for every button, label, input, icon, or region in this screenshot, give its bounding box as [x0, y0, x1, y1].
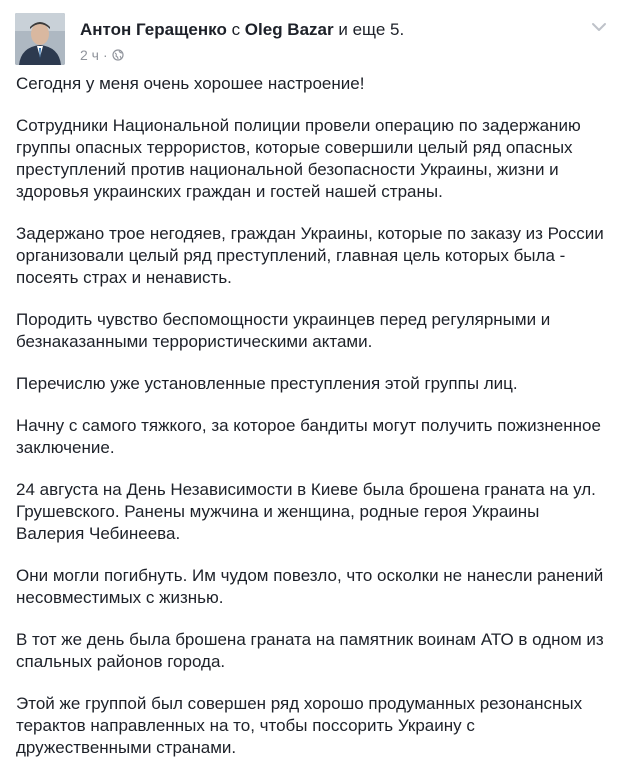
paragraph: Перечислю уже установленные преступления этой группы лиц. [16, 374, 518, 393]
paragraph: Сегодня у меня очень хорошее настроение! [16, 74, 365, 93]
paragraph: В тот же день была брошена граната на памятник воинам АТО в одном из спальных районов города. [16, 630, 604, 671]
paragraph: Породить чувство беспомощности украинцев перед регулярными и безнаказанными террористическими актами. [16, 310, 551, 351]
chevron-down-icon[interactable] [590, 20, 608, 34]
post-meta [80, 46, 124, 64]
paragraph: Этой же группой был совершен ряд хорошо продуманных резонансных терактов направленных на то, чтобы поссорить Украину с дружественными странами. [16, 694, 583, 757]
with-word: с [231, 20, 241, 39]
paragraph: Они могли погибнуть. Им чудом повезло, что осколки не нанесли ранений несовместимых с жизнью. [16, 566, 604, 607]
tagged-person[interactable]: Oleg Bazar [244, 20, 334, 39]
timestamp[interactable]: 2 ч [80, 47, 99, 63]
paragraph: Задержано трое негодяев, граждан Украины, которые по заказу из России организовали целый ряд преступлений, главная цель которых была - посеять страх и ненависть. [16, 224, 604, 287]
others-link[interactable]: и еще 5. [338, 20, 405, 39]
post-header [80, 19, 404, 41]
author-name[interactable]: Антон Геращенко [80, 20, 227, 39]
paragraph: 24 августа на День Независимости в Киеве была брошена граната на ул. Грушевского. Ранены мужчина и женщина, родные героя Украины Валерия Чебинеева. [16, 480, 596, 543]
profile-photo-icon [15, 13, 65, 65]
globe-icon [112, 49, 124, 61]
paragraph: Начну с самого тяжкого, за которое бандиты могут получить пожизненное заключение. [16, 416, 601, 457]
meta-separator: · [102, 47, 108, 63]
post-text [16, 73, 612, 779]
avatar[interactable] [15, 13, 65, 65]
paragraph: Сотрудники Национальной полиции провели операцию по задержанию группы опасных террористов, которые совершили целый ряд опасных преступлений против национальной безопасности Украины, жизни и здоровья украинских граждан и гостей нашей страны. [16, 116, 581, 201]
